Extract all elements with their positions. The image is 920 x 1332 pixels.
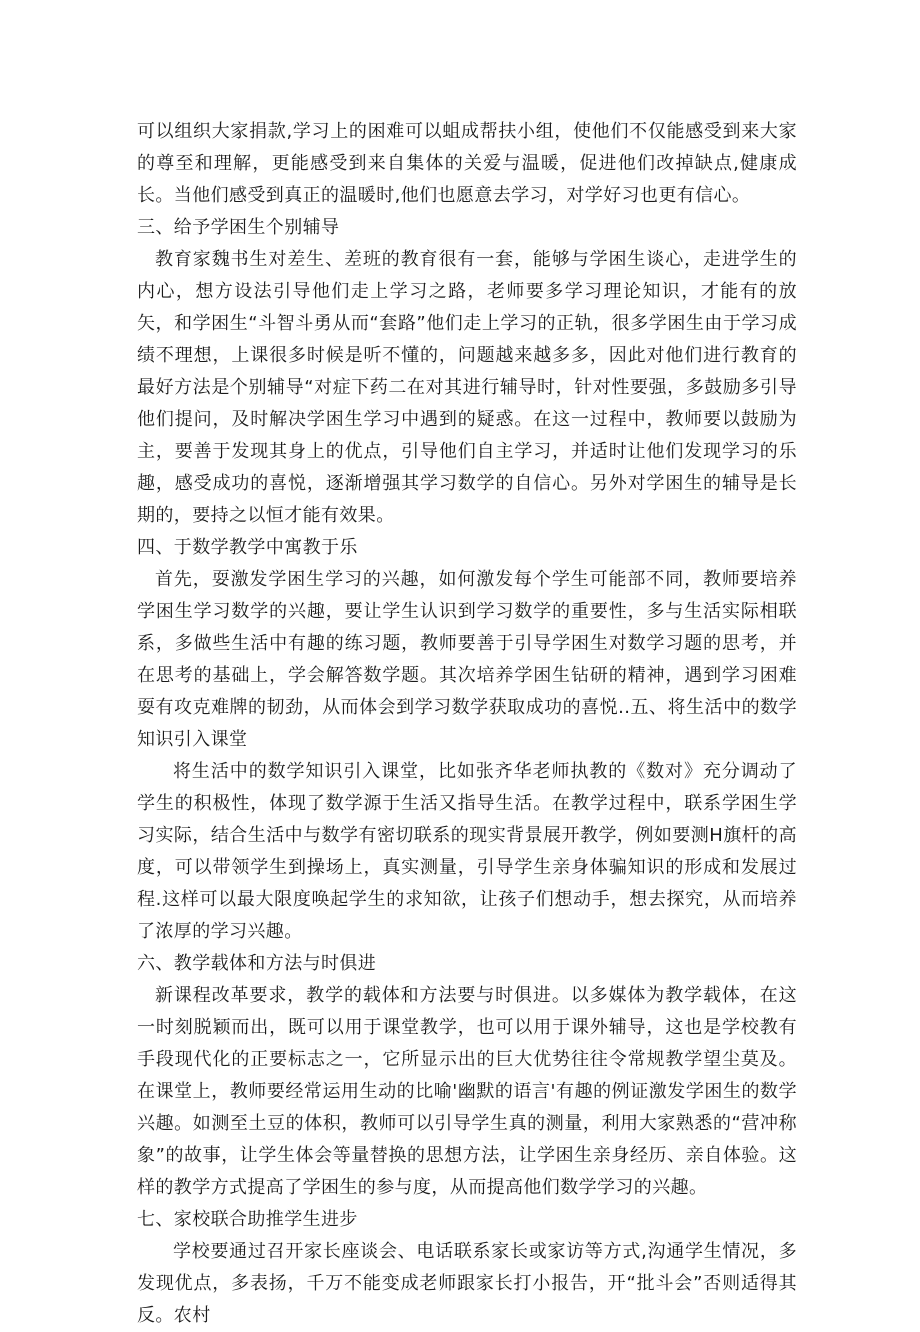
paragraph-section-7: 学校要通过召开家长座谈会、电话联系家长或家访等方式,沟通学生情况，多发现优点，多表扬，千万不能变成老师跟家长打小报告，开“批斗会”否则适得其反。农村 <box>137 1241 797 1326</box>
paragraph-section-5: 将生活中的数学知识引入课堂，比如张齐华老师执教的《数对》充分调动了学生的积极性，体现了数学源于生活又指导生活。在教学过程中，联系学困生学习实际，结合生活中与数学有密切联系的现实背景展开教学，例如要测H旗杆的高度，可以带领学生到操场上，真实测量，引导学生亲身体骗知识的形成和发展过程.这样可以最大限度唤起学生的求知欲，让孩子们想动手，想去探究，从而培养了浓厚的学习兴趣。 <box>137 761 797 942</box>
document-body <box>137 116 797 1332</box>
paragraph-section-4: 首先，耍激发学困生学习的兴趣，如何激发每个学生可能部不同，教师要培养学困生学习数学的兴趣，要让学生认识到学习数学的重要性，多与生活实际相联系，多做些生活中有趣的练习题，教师要善于引导学困生对数学习题的思考，并在思考的基础上，学会解答数学题。其次培养学困生钻研的精神，遇到学习困难耍有攻克难牌的韧劲，从而体会到学习数学获取成功的喜悦..五、将生活中的数学知识引入课堂 <box>137 569 797 750</box>
paragraph-section-6: 新课程改革要求，教学的载体和方法要与时俱进。以多媒体为教学载体，在这一时刻脱颖而出，既可以用于课堂教学，也可以用于课外辅导，这也是学校教有手段现代化的正要标志之一，它所显示出的巨大优势往往令常规教学望尘莫及。在课堂上，教师要经常运用生动的比喻'幽默的语言'有趣的例证激发学困生的数学兴趣。如测至土豆的体积，教师可以引导学生真的测量，利用大家熟悉的“营冲称象”的故事，让学生体会等量替换的思想方法，让学困生亲身经历、亲自体验。这样的教学方式提高了学困生的参与度，从而提高他们数学学习的兴趣。 <box>137 985 797 1198</box>
paragraph-intro: 可以组织大家捐款,学习上的困难可以蛆成帮扶小组，使他们不仅能感受到来大家的尊至和理解，更能感受到来自集体的关爱与温暖，促进他们改掉缺点,健康成长。当他们感受到真正的温暖时,他们也愿意去学习，对学好习也更有信心。 <box>137 121 797 206</box>
section-heading-3: 三、给予学困生个别辅导 <box>137 217 340 238</box>
section-heading-6: 六、教学载体和方法与时俱进 <box>137 953 377 974</box>
paragraph-section-3: 教育家魏书生对差生、差班的教育很有一套，能够与学困生谈心，走进学生的内心，想方设法引导他们走上学习之路，老师要多学习理论知识，才能有的放矢，和学困生“斗智斗勇从而“套路”他们走上学习的正轨，很多学困生由于学习成绩不理想，上课很多时候是听不懂的，问题越来越多多，因此对他们进行教育的最好方法是个别辅导“对症下药二在对其进行辅导时，针对性要强，多鼓励多引导他们提问，及时解决学困生学习中遇到的疑惑。在这一过程中，教师要以鼓励为主，要善于发现其身上的优点，引导他们自主学习，并适时让他们发现学习的乐趣，感受成功的喜悦，逐渐增强其学习数学的自信心。另外对学困生的辅导是长期的，要持之以恒才能有效果。 <box>137 249 797 526</box>
section-heading-4: 四、于数学教学中寓教于乐 <box>137 537 358 558</box>
section-heading-7: 七、家校联合助推学生进步 <box>137 1209 358 1230</box>
